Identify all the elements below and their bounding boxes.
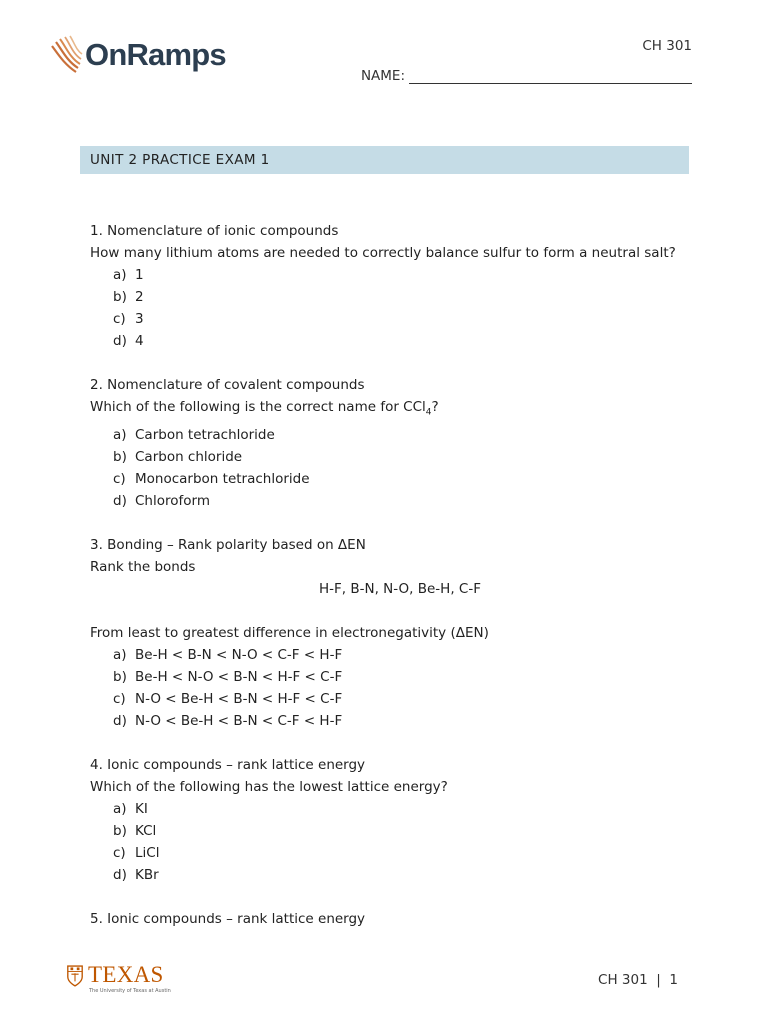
answer-option[interactable] [90, 330, 710, 352]
option-letter: c) [113, 844, 126, 861]
question-text: Which of the following has the lowest lattice energy? [90, 778, 448, 795]
subscript-4: 4 [425, 407, 432, 418]
answer-option[interactable] [90, 820, 710, 842]
option-letter: a) [113, 267, 127, 283]
option-letter: d) [113, 492, 127, 509]
answer-option[interactable] [90, 644, 710, 666]
option-letter: b) [113, 822, 127, 839]
question-title: 4. Ionic compounds – rank lattice energy [90, 756, 366, 773]
option-letter: d) [113, 866, 127, 883]
question-text [90, 396, 710, 424]
answer-option[interactable] [90, 666, 710, 688]
question-text: How many lithium atoms are needed to correctly balance sulfur to form a neutral salt? [90, 245, 676, 261]
answer-option[interactable] [90, 864, 710, 886]
option-letter: c) [113, 470, 126, 487]
texas-wordmark: TEXAS [88, 962, 164, 987]
bond-list: H-F, B-N, N-O, Be-H, C-F [319, 580, 481, 597]
question-text-2: From least to greatest difference in electronegativity (ΔEN) [90, 624, 489, 641]
ut-texas-logo [66, 962, 171, 996]
option-letter: b) [113, 448, 127, 465]
onramps-swirl-icon [48, 34, 84, 76]
answer-option[interactable] [90, 490, 710, 512]
question-title: 3. Bonding – Rank polarity based on ΔEN [90, 536, 366, 553]
option-text: KCl [135, 822, 157, 839]
question-text-main: Which of the following is the correct name for CCl [90, 399, 426, 415]
page-footer-label [598, 972, 678, 988]
option-text: 2 [135, 289, 144, 305]
name-label: NAME: [360, 68, 405, 84]
question-3 [90, 534, 710, 732]
option-text: KI [135, 800, 148, 817]
question-title: 2. Nomenclature of covalent compounds [90, 377, 365, 393]
answer-option[interactable] [90, 710, 710, 732]
question-1 [90, 220, 710, 352]
answer-option[interactable] [90, 842, 710, 864]
question-title: 1. Nomenclature of ionic compounds [90, 223, 339, 239]
option-text: 4 [135, 333, 144, 349]
texas-subtext: The University of Texas at Austin [89, 988, 171, 994]
option-letter: c) [113, 311, 126, 327]
answer-option[interactable] [90, 468, 710, 490]
option-text: Carbon chloride [135, 448, 243, 465]
onramps-logo [48, 32, 233, 78]
option-text: LiCl [135, 844, 160, 861]
footer-course-page: CH 301 | 1 [598, 972, 678, 988]
option-text: N-O < Be-H < B-N < C-F < H-F [135, 712, 343, 729]
option-text: 3 [135, 311, 144, 327]
option-letter: d) [113, 712, 127, 729]
question-title: 5. Ionic compounds – rank lattice energy [90, 910, 366, 927]
option-text: Chloroform [135, 492, 210, 509]
answer-option[interactable] [90, 286, 710, 308]
option-text: KBr [135, 866, 159, 883]
answer-option[interactable] [90, 446, 710, 468]
exam-title: UNIT 2 PRACTICE EXAM 1 [90, 152, 270, 168]
answer-option[interactable] [90, 264, 710, 286]
option-letter: a) [113, 800, 127, 817]
question-5 [90, 908, 710, 930]
option-text: N-O < Be-H < B-N < H-F < C-F [135, 690, 343, 707]
question-text-end: ? [431, 399, 439, 415]
option-letter: c) [113, 690, 126, 707]
name-field[interactable] [361, 68, 692, 84]
ut-seal-icon [66, 964, 84, 988]
answer-option[interactable] [90, 308, 710, 330]
option-letter: a) [113, 426, 127, 443]
option-letter: d) [113, 333, 127, 349]
answer-option[interactable] [90, 688, 710, 710]
option-text: Be-H < N-O < B-N < H-F < C-F [135, 668, 343, 685]
option-text: Carbon tetrachloride [135, 426, 275, 443]
option-letter: b) [113, 289, 127, 305]
course-code: CH 301 [642, 38, 692, 54]
name-blank-line[interactable] [409, 68, 692, 84]
option-text: Be-H < B-N < N-O < C-F < H-F [135, 646, 343, 663]
question-text: Rank the bonds [90, 558, 196, 575]
question-4 [90, 754, 710, 886]
answer-option[interactable] [90, 424, 710, 446]
onramps-logo-text: OnRamps [85, 37, 226, 72]
option-text: Monocarbon tetrachloride [135, 470, 310, 487]
exam-title-band [80, 146, 689, 174]
option-letter: b) [113, 668, 127, 685]
answer-option[interactable] [90, 798, 710, 820]
option-text: 1 [135, 267, 144, 283]
question-list [90, 220, 710, 952]
option-letter: a) [113, 646, 127, 663]
question-2 [90, 374, 710, 512]
